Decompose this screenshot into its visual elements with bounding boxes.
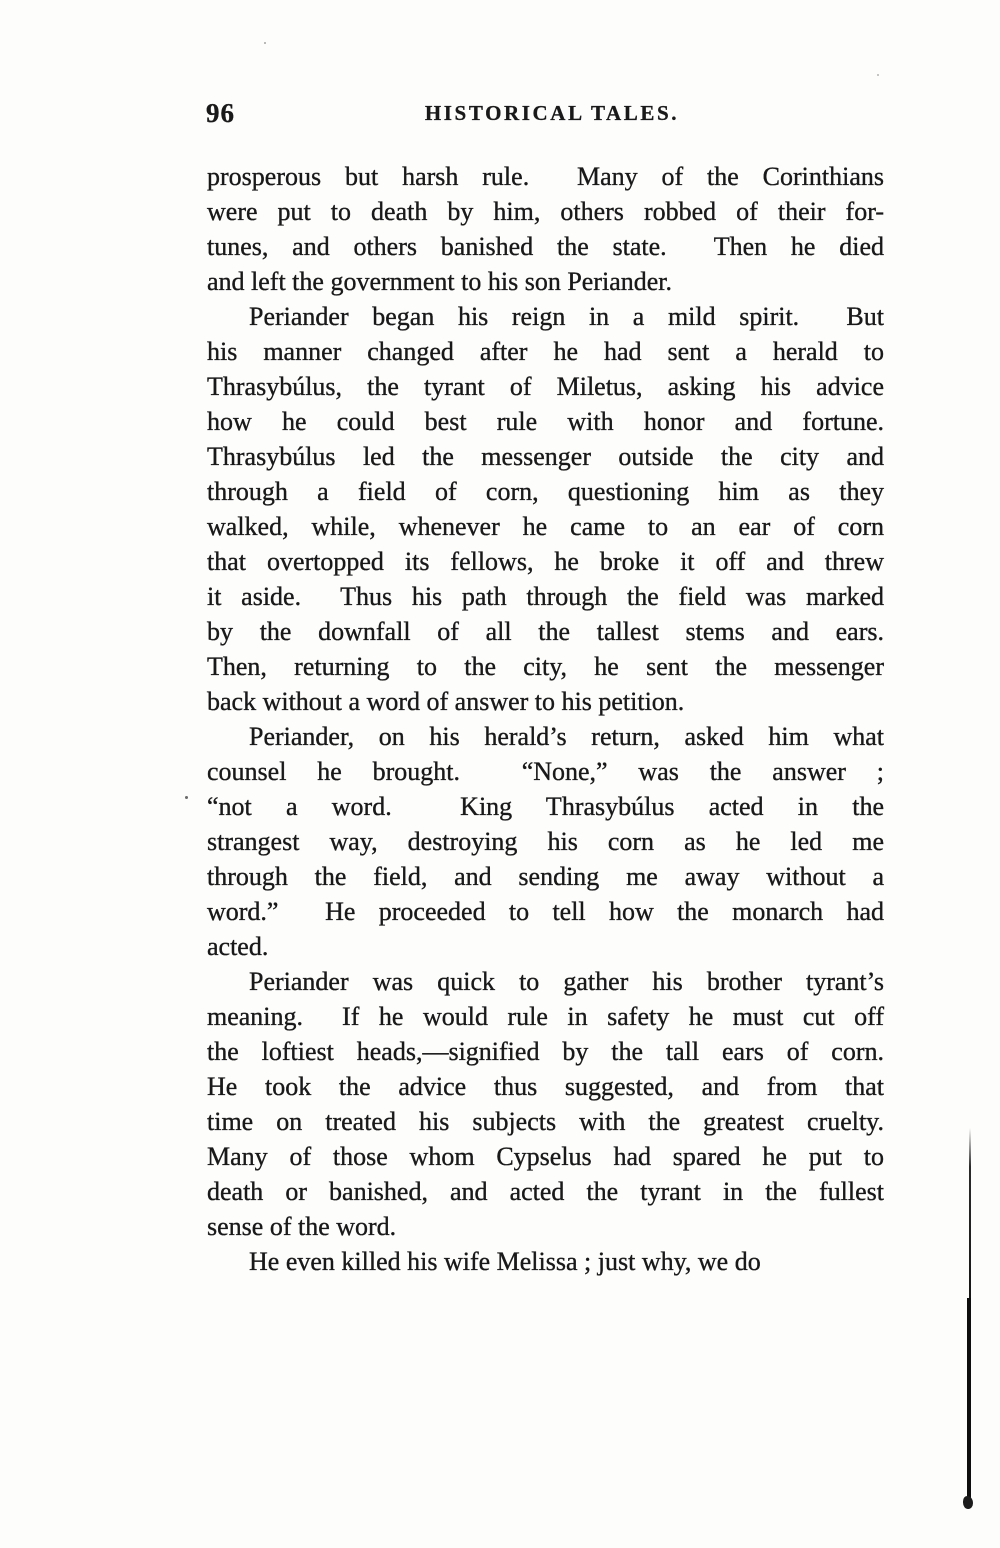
text-line: He took the advice thus suggested, and from that bbox=[207, 1072, 884, 1101]
text-line: his manner changed after he had sent a herald to bbox=[207, 337, 884, 366]
text-line: it aside. Thus his path through the field was marked bbox=[207, 582, 884, 611]
text-line: Periander was quick to gather his brother tyrant’s bbox=[249, 967, 884, 996]
text-line: Then, returning to the city, he sent the messenger bbox=[207, 652, 884, 681]
text-line: word.” He proceeded to tell how the monarch had bbox=[207, 897, 884, 926]
scan-artifact-blob bbox=[963, 1496, 973, 1509]
scan-speck bbox=[185, 796, 188, 799]
text-line: tunes, and others banished the state. Then he died bbox=[207, 232, 884, 261]
text-line: Periander, on his herald’s return, asked him what bbox=[249, 722, 884, 751]
text-line: Thrasybúlus, the tyrant of Miletus, asking his advice bbox=[207, 372, 884, 401]
text-line: “not a word. King Thrasybúlus acted in the bbox=[207, 792, 884, 821]
text-line: by the downfall of all the tallest stems and ears. bbox=[207, 617, 884, 646]
text-line: counsel he brought. “None,” was the answer ; bbox=[207, 757, 884, 786]
text-line: through the field, and sending me away without a bbox=[207, 862, 884, 891]
scan-artifact-line-upper bbox=[969, 1128, 971, 1304]
scan-artifact-line-lower bbox=[967, 1298, 971, 1500]
text-line: meaning. If he would rule in safety he must cut off bbox=[207, 1002, 884, 1031]
text-line: that overtopped its fellows, he broke it off and threw bbox=[207, 547, 884, 576]
scan-speck bbox=[877, 74, 879, 76]
scan-speck bbox=[264, 42, 266, 44]
text-line: Many of those whom Cypselus had spared he put to bbox=[207, 1142, 884, 1171]
text-line: sense of the word. bbox=[207, 1212, 397, 1241]
page-number: 96 bbox=[206, 98, 235, 128]
text-line: through a field of corn, questioning him as they bbox=[207, 477, 884, 506]
text-line: and left the government to his son Periander. bbox=[207, 267, 673, 296]
running-head bbox=[0, 98, 1000, 130]
text-line: Periander began his reign in a mild spirit. But bbox=[249, 302, 884, 331]
text-line: were put to death by him, others robbed of their for- bbox=[207, 197, 884, 226]
text-line: how he could best rule with honor and fortune. bbox=[207, 407, 884, 436]
text-line: walked, while, whenever he came to an ear of corn bbox=[207, 512, 884, 541]
text-line: prosperous but harsh rule. Many of the Corinthians bbox=[207, 162, 884, 191]
text-line: time on treated his subjects with the greatest cruelty. bbox=[207, 1107, 884, 1136]
text-line: acted. bbox=[207, 932, 269, 961]
running-header-title: HISTORICAL TALES. bbox=[424, 101, 680, 125]
text-line: the loftiest heads,—signified by the tall ears of corn. bbox=[207, 1037, 884, 1066]
text-line: strangest way, destroying his corn as he led me bbox=[207, 827, 884, 856]
text-line: back without a word of answer to his petition. bbox=[207, 687, 685, 716]
text-line: He even killed his wife Melissa ; just why, we do bbox=[249, 1247, 761, 1276]
text-line: Thrasybúlus led the messenger outside the city and bbox=[207, 442, 884, 471]
text-line: death or banished, and acted the tyrant in the fullest bbox=[207, 1177, 884, 1206]
body-text-block bbox=[207, 159, 884, 1279]
